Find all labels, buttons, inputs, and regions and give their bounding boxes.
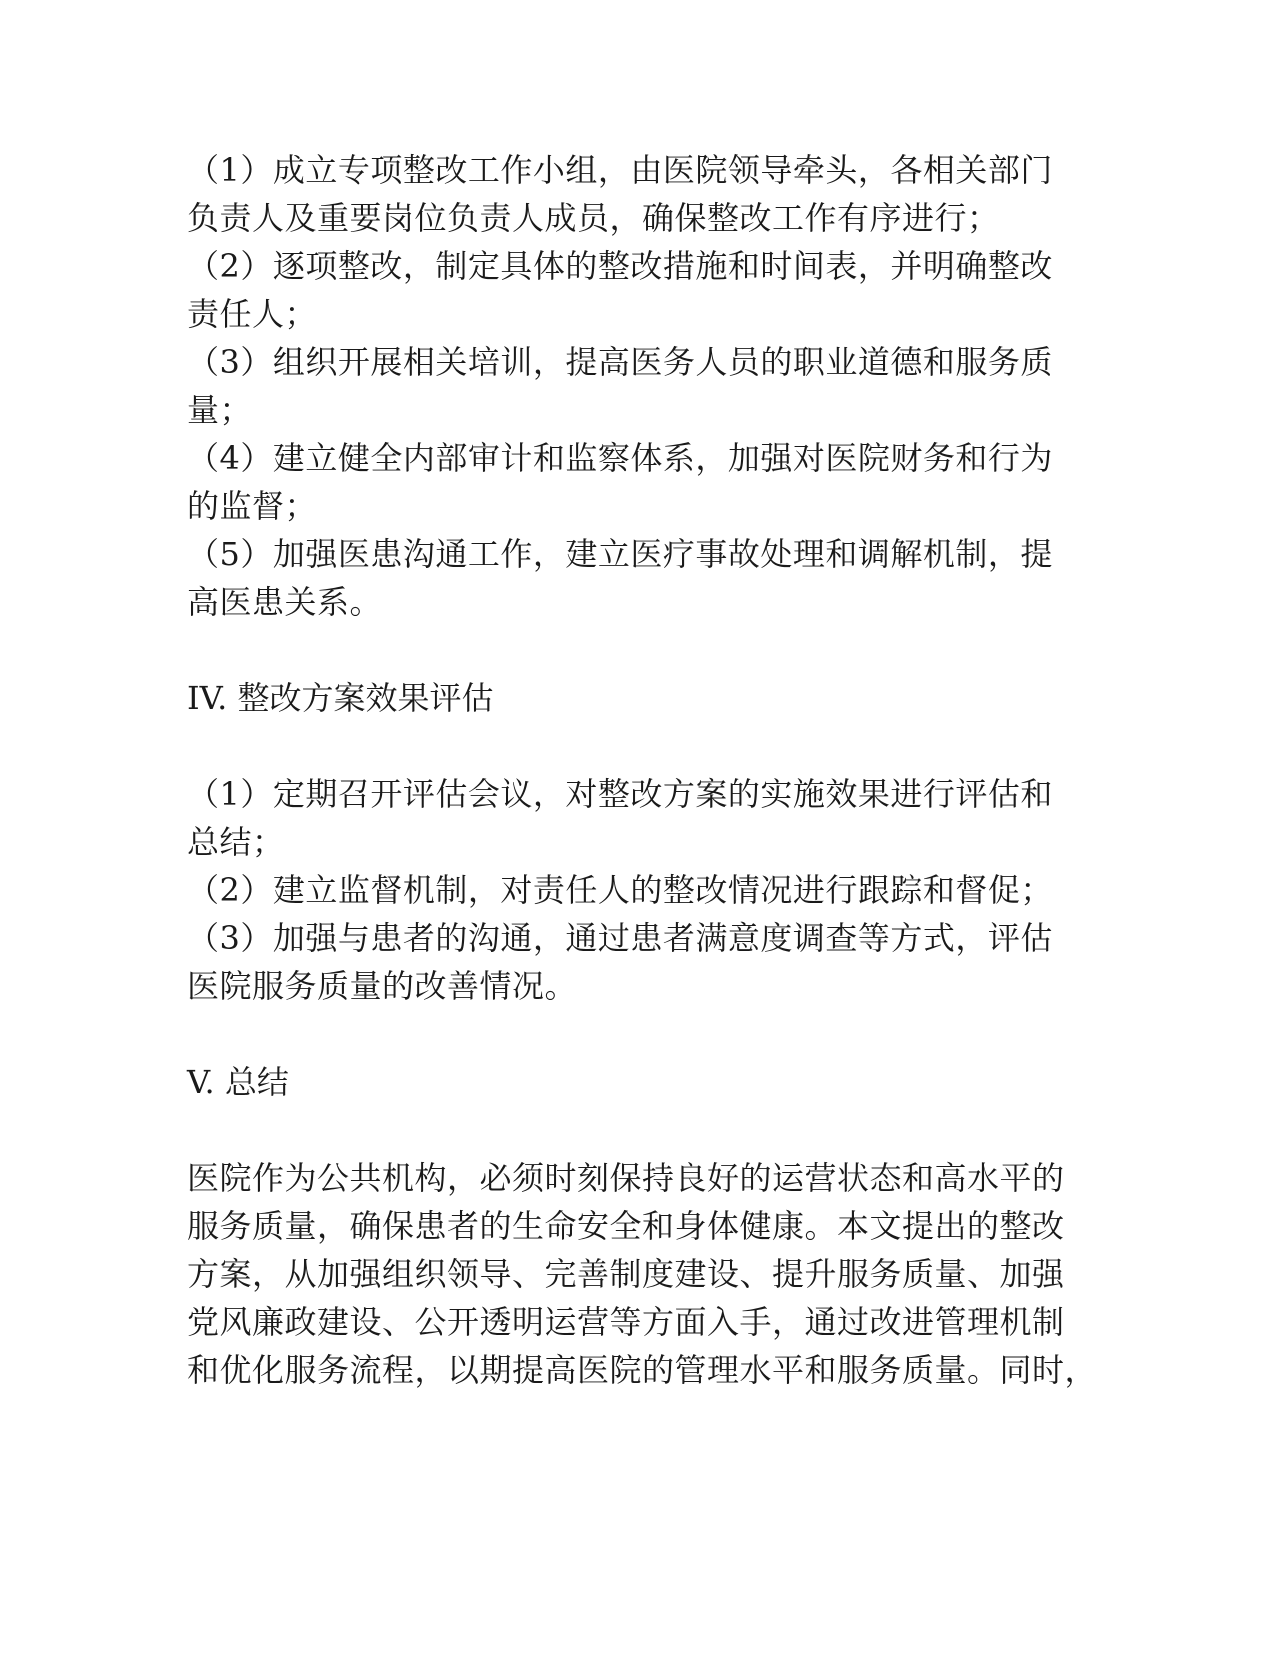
paragraph-line: 医院作为公共机构，必须时刻保持良好的运营状态和高水平的 — [187, 1159, 1065, 1197]
paragraph-line: 和优化服务流程，以期提高医院的管理水平和服务质量。同时， — [187, 1351, 1098, 1389]
list-item-line: （3）加强与患者的沟通，通过患者满意度调查等方式，评估 — [187, 919, 1053, 957]
list-item-line: （1）成立专项整改工作小组，由医院领导牵头，各相关部门 — [187, 151, 1053, 189]
section5-paragraph — [187, 1154, 1098, 1394]
list-item-line: （2）建立监督机制，对责任人的整改情况进行跟踪和督促； — [187, 871, 1053, 909]
section4-heading: IV. 整改方案效果评估 — [187, 679, 494, 717]
paragraph-line: 服务质量，确保患者的生命安全和身体健康。本文提出的整改 — [187, 1207, 1065, 1245]
list-item-line: （3）组织开展相关培训，提高医务人员的职业道德和服务质 — [187, 343, 1053, 381]
list-item-line: （1）定期召开评估会议，对整改方案的实施效果进行评估和 — [187, 775, 1053, 813]
list-item-line: 量； — [187, 391, 253, 429]
paragraph-line: 方案，从加强组织领导、完善制度建设、提升服务质量、加强 — [187, 1255, 1065, 1293]
list-item-line: （5）加强医患沟通工作，建立医疗事故处理和调解机制，提 — [187, 535, 1053, 573]
list-item-line: （2）逐项整改，制定具体的整改措施和时间表，并明确整改 — [187, 247, 1053, 285]
list-item-line: 总结； — [187, 823, 285, 861]
section5-heading: V. 总结 — [187, 1063, 289, 1101]
list-item-line: 的监督； — [187, 487, 318, 525]
list-item-line: 责任人； — [187, 295, 318, 333]
list-item-line: 负责人及重要岗位负责人成员，确保整改工作有序进行； — [187, 199, 1000, 237]
section3-list — [187, 146, 1087, 626]
list-item-line: 高医患关系。 — [187, 583, 383, 621]
paragraph-line: 党风廉政建设、公开透明运营等方面入手，通过改进管理机制 — [187, 1303, 1065, 1341]
list-item-line: （4）建立健全内部审计和监察体系，加强对医院财务和行为 — [187, 439, 1053, 477]
spacer — [187, 1010, 1087, 1058]
spacer — [187, 1106, 1087, 1154]
document-content — [187, 146, 1098, 1394]
list-item-line: 医院服务质量的改善情况。 — [187, 967, 578, 1005]
section4-list — [187, 770, 1087, 1010]
spacer — [187, 722, 1087, 770]
spacer — [187, 626, 1087, 674]
